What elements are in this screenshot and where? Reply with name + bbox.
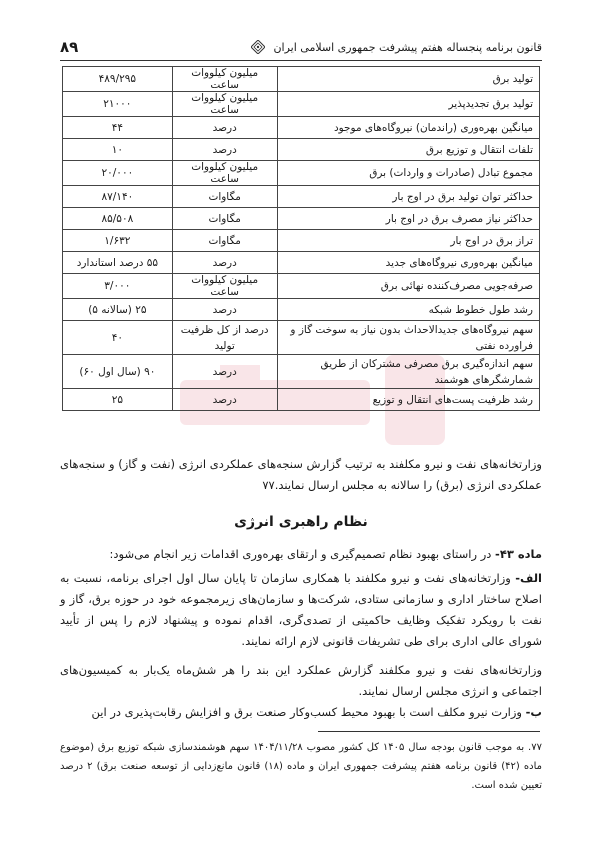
page-number: ۸۹	[60, 38, 79, 56]
clause-be-paragraph	[60, 702, 542, 723]
metric-unit: درصد از کل ظرفیت تولید	[172, 321, 277, 355]
metric-title: میانگین بهره‌وری (راندمان) نیروگاه‌های موجود	[277, 117, 539, 139]
metric-value: ۲۵	[63, 389, 173, 411]
clause-be-text: وزارت نیرو مکلف است با بهبود محیط کسب‌وکار صنعت برق و افزایش رقابت‌پذیری در این	[91, 705, 526, 719]
metric-title: میانگین بهره‌وری نیروگاه‌های جدید	[277, 252, 539, 274]
metric-unit: مگاوات	[172, 186, 277, 208]
metric-unit: میلیون کیلووات ساعت	[172, 274, 277, 299]
metric-unit: میلیون کیلووات ساعت	[172, 92, 277, 117]
footnote: ۷۷. به موجب قانون بودجه سال ۱۴۰۵ کل کشور مصوب ۱۴۰۴/۱۱/۲۸ سهم هوشمندسازی شبکه توزیع برق (موضوع ماده (۴۲) قانون برنامه هفتم پیشرفت جمهوری ایران و ماده (۱۸) قانون مانع‌زدایی از توسعه صنعت برق) ۲ درصد تعیین شده است.	[60, 742, 542, 791]
book-title: قانون برنامه پنجساله هفتم پیشرفت جمهوری اسلامی ایران	[273, 40, 542, 54]
energy-metrics-table	[62, 66, 540, 411]
metric-title: مجموع تبادل (صادرات و واردات) برق	[277, 161, 539, 186]
table-row	[63, 161, 540, 186]
table-row	[63, 355, 540, 389]
metric-title: حداکثر نیاز مصرف برق در اوج بار	[277, 208, 539, 230]
clause-be-label: ب-	[525, 705, 542, 719]
metric-value: ۱/۶۳۲	[63, 230, 173, 252]
page-header	[60, 36, 542, 58]
header-divider	[60, 60, 542, 61]
intro-paragraph: وزارتخانه‌های نفت و نیرو مکلفند به ترتیب گزارش سنجه‌های عملکردی انرژی (نفت و گاز) و سنجه‌های عملکردی انرژی (برق) را سالانه به مجلس ارسال نمایند.۷۷	[60, 457, 542, 492]
article-paragraph	[60, 544, 542, 565]
table-row	[63, 208, 540, 230]
clause-alef-text: وزارتخانه‌های نفت و نیرو مکلفند با همکاری سازمان تا پایان سال اول اجرای برنامه، نسبت به اصلاح ساختار اداری و سازمانی ستادی، شرکت‌ها و سازمان‌های زیرمجموعه خود در حوزه برق، گاز و نفت با رویکرد تفکیک وظایف حاکمیتی از تصدی‌گری، اقدام نموده و پیشنهاد لازم را پس از تأیید شورای عالی اداری برای طی تشریفات قانونی لازم ارائه نمایند.	[60, 571, 542, 648]
metric-title: تولید برق تجدیدپذیر	[277, 92, 539, 117]
metric-value: ۲۱۰۰۰	[63, 92, 173, 117]
metric-title: صرفه‌جویی مصرف‌کننده نهائی برق	[277, 274, 539, 299]
metric-value: ۴۸۹/۲۹۵	[63, 67, 173, 92]
table-row	[63, 389, 540, 411]
metric-unit: درصد	[172, 299, 277, 321]
table-row	[63, 67, 540, 92]
section-title: نظام راهبری انرژی	[234, 514, 368, 530]
table-row	[63, 252, 540, 274]
metric-value: ۴۴	[63, 117, 173, 139]
metric-unit: مگاوات	[172, 208, 277, 230]
header-title-group	[251, 40, 542, 54]
metric-title: سهم اندازه‌گیری برق مصرفی مشترکان از طریق شمارشگرهای هوشمند	[277, 355, 539, 389]
metric-title: رشد طول خطوط شبکه	[277, 299, 539, 321]
article-label: ماده ۴۳-	[495, 547, 542, 561]
metric-unit: درصد	[172, 252, 277, 274]
metric-title: تلفات انتقال و توزیع برق	[277, 139, 539, 161]
metric-unit: درصد	[172, 389, 277, 411]
metric-value: ۸۵/۵۰۸	[63, 208, 173, 230]
metric-unit: درصد	[172, 139, 277, 161]
article-text: در راستای بهبود نظام تصمیم‌گیری و ارتقای بهره‌وری اقدامات زیر انجام می‌شود:	[109, 547, 496, 561]
metric-unit: درصد	[172, 355, 277, 389]
table-row	[63, 117, 540, 139]
metric-title: رشد ظرفیت پست‌های انتقال و توزیع	[277, 389, 539, 411]
report-paragraph: وزارتخانه‌های نفت و نیرو مکلفند گزارش عملکرد این بند را هر شش‌ماه یک‌بار به کمیسیون‌های اجتماعی و انرژی مجلس ارسال نمایند.	[60, 663, 542, 698]
metric-title: سهم نیروگاه‌های جدیدالاحداث بدون نیاز به سوخت گاز و فراورده نفتی	[277, 321, 539, 355]
metric-unit: درصد	[172, 117, 277, 139]
metric-unit: میلیون کیلووات ساعت	[172, 161, 277, 186]
clause-alef-paragraph	[60, 568, 542, 652]
metric-title: حداکثر توان تولید برق در اوج بار	[277, 186, 539, 208]
table-row	[63, 139, 540, 161]
metric-title: تولید برق	[277, 67, 539, 92]
metric-unit: میلیون کیلووات ساعت	[172, 67, 277, 92]
clause-alef-label: الف-	[515, 571, 542, 585]
diamond-ornament-icon	[251, 40, 265, 54]
table-row	[63, 186, 540, 208]
metric-value: ۱۰	[63, 139, 173, 161]
metric-value: ۸۷/۱۴۰	[63, 186, 173, 208]
table-row	[63, 274, 540, 299]
table-row	[63, 92, 540, 117]
table-row	[63, 321, 540, 355]
metric-unit: مگاوات	[172, 230, 277, 252]
metric-value: ۲۵ (سالانه ۵)	[63, 299, 173, 321]
footnote-divider	[318, 731, 540, 732]
metric-value: ۳/۰۰۰	[63, 274, 173, 299]
table-row	[63, 230, 540, 252]
metric-value: ۲۰/۰۰۰	[63, 161, 173, 186]
metric-title: تراز برق در اوج بار	[277, 230, 539, 252]
metric-value: ۹۰ (سال اول ۶۰)	[63, 355, 173, 389]
table-row	[63, 299, 540, 321]
metric-value: ۴۰	[63, 321, 173, 355]
metric-value: ۵۵ درصد استاندارد	[63, 252, 173, 274]
